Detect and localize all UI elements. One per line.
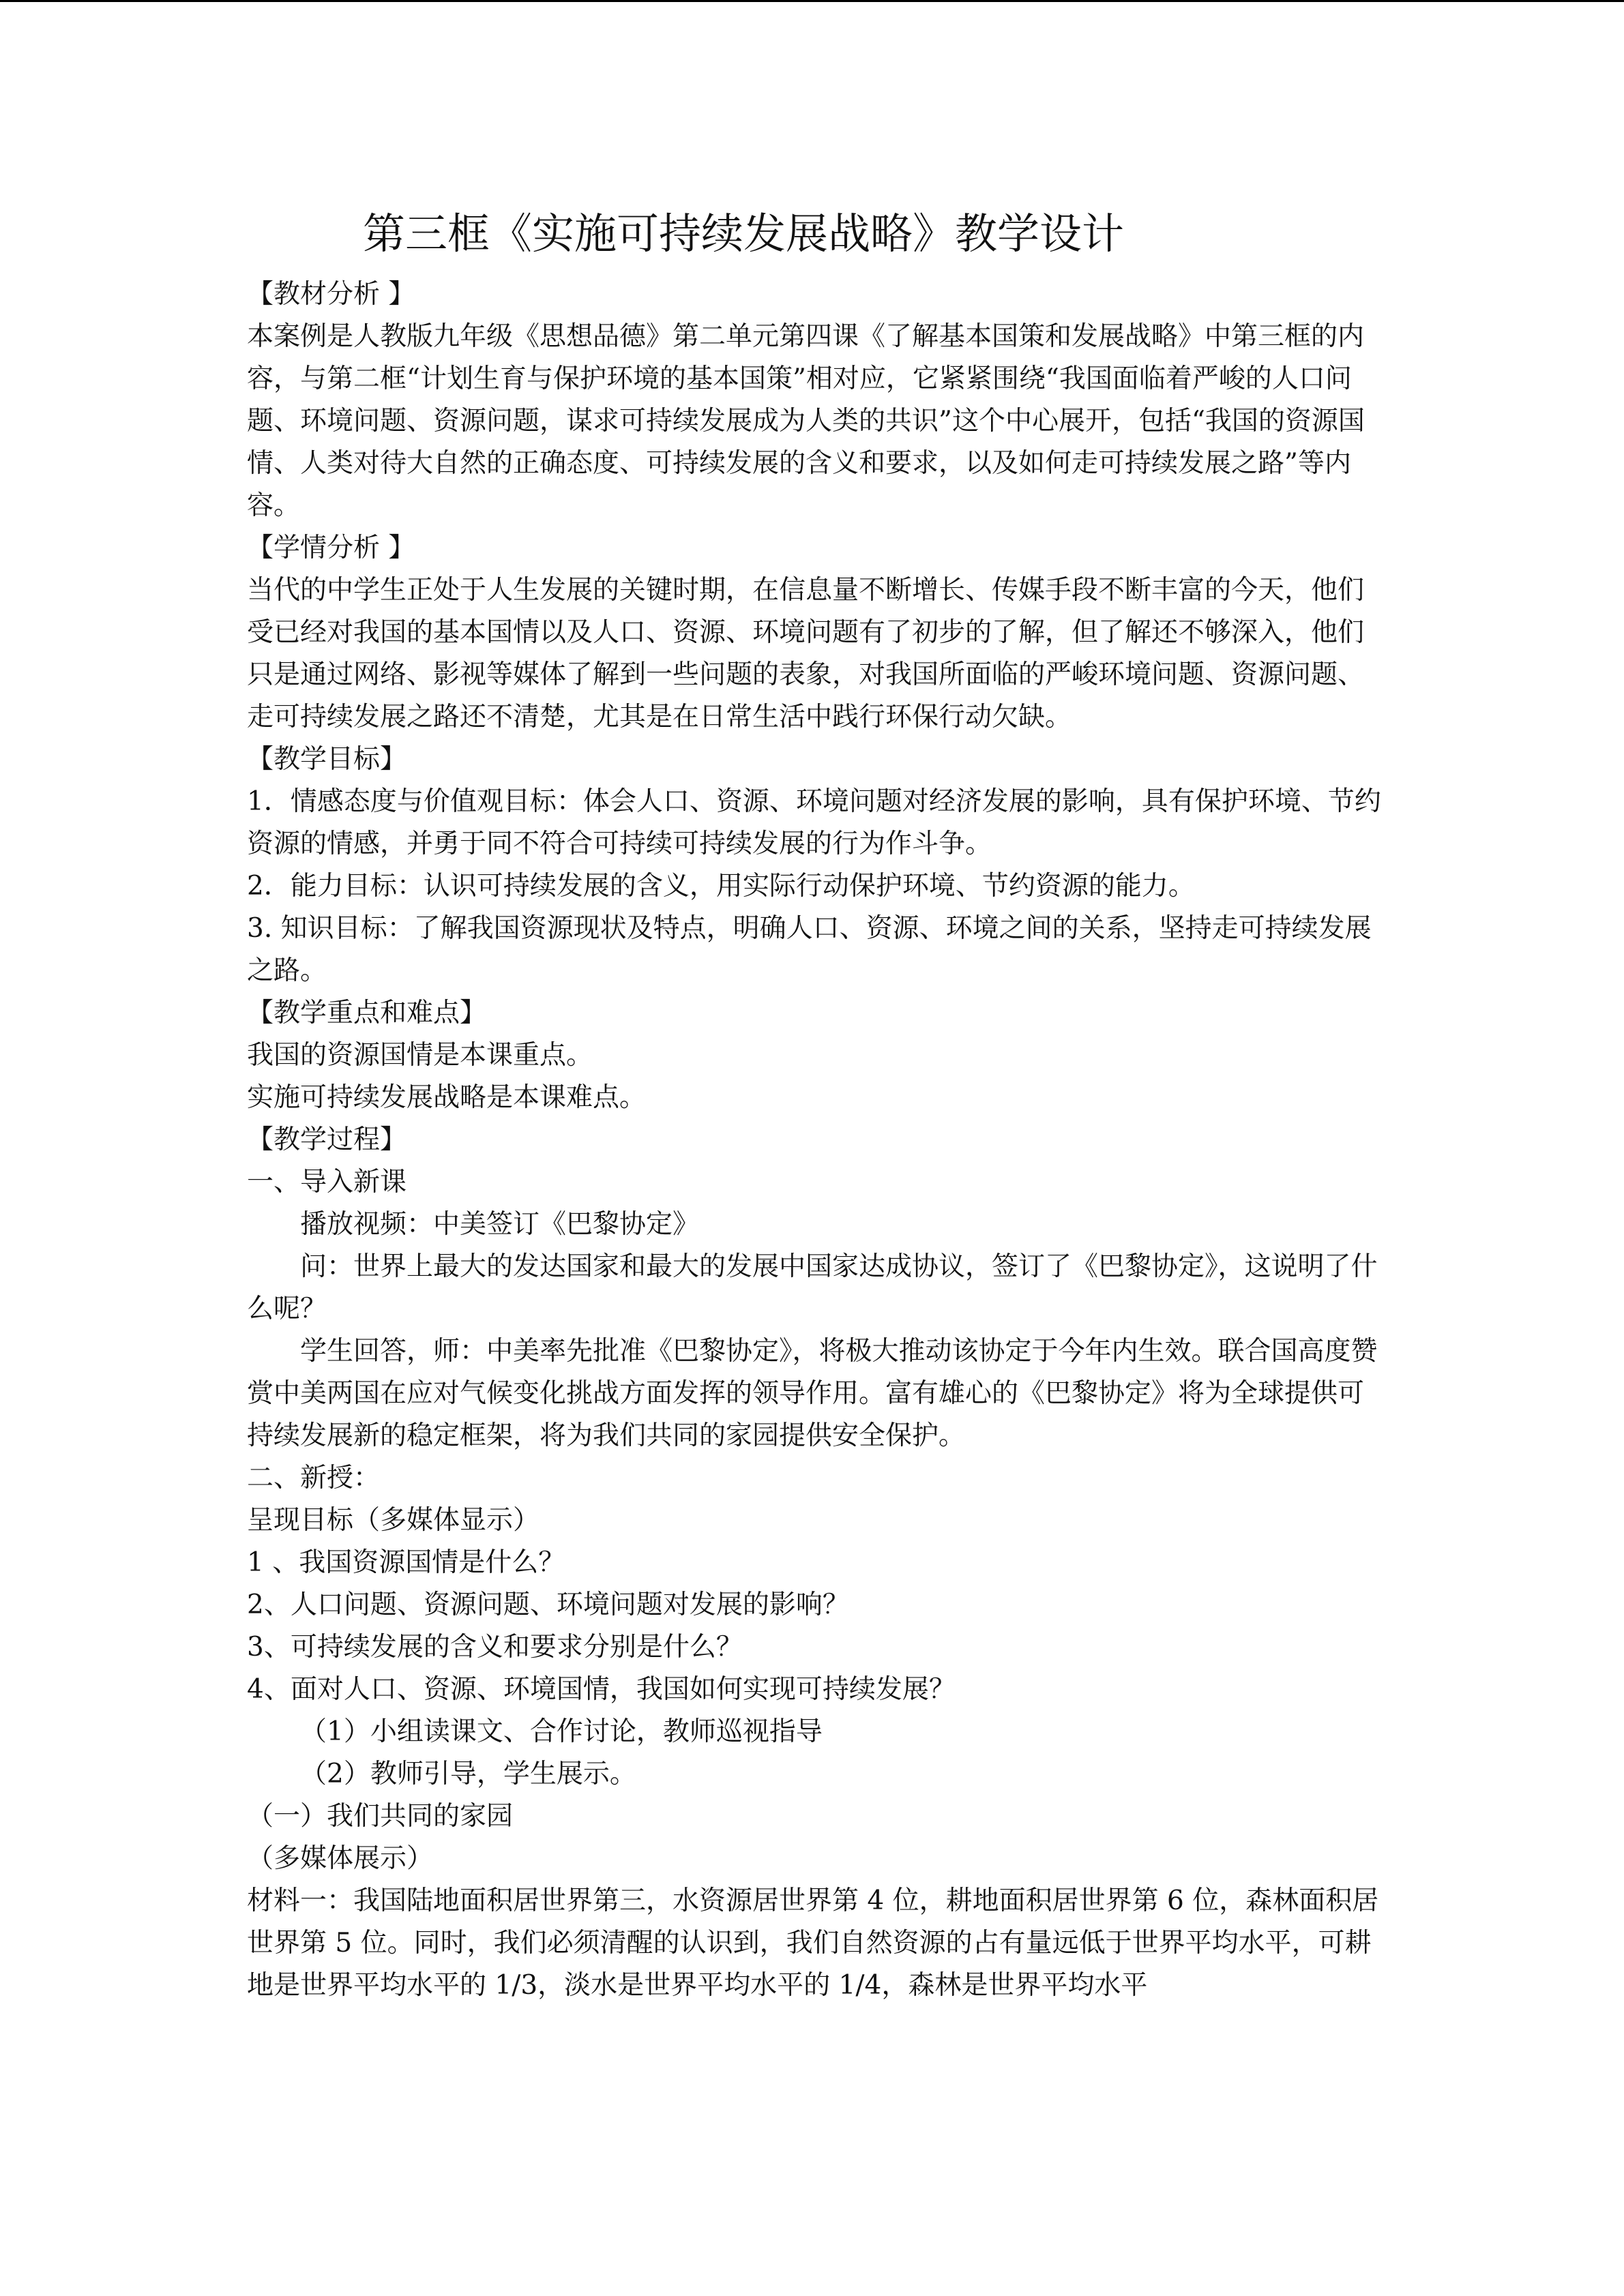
intro-question: 问：世界上最大的发达国家和最大的发展中国家达成协议，签订了《巴黎协定》，这说明了什么呢？ (247, 1251, 1378, 1324)
objective-item: 2、人口问题、资源问题、环境问题对发展的影响？ (247, 1590, 849, 1620)
section-heading-student: 【学情分析 】 (247, 533, 415, 563)
step-item: （1）小组读课文、合作讨论，教师巡视指导 (300, 1716, 823, 1747)
objective-item: 3、可持续发展的含义和要求分别是什么？ (247, 1632, 743, 1663)
goal-item: 1．情感态度与价值观目标：体会人口、资源、环境问题对经济发展的影响，具有保护环境、节约资源的情感，并勇于同不符合可持续可持续发展的行为作斗争。 (247, 786, 1381, 859)
section-heading-key: 【教学重点和难点】 (247, 998, 487, 1028)
goal-item: 3. 知识目标：了解我国资源现状及特点，明确人口、资源、环境之间的关系，坚持走可持续发展之路。 (247, 913, 1372, 986)
new-lesson-heading: 二、新授： (247, 1463, 381, 1493)
key-point: 实施可持续发展战略是本课难点。 (247, 1082, 647, 1113)
objective-item: 4、面对人口、资源、环境国情，我国如何实现可持续发展？ (247, 1674, 956, 1705)
section-heading-goals: 【教学目标】 (247, 744, 407, 775)
objective-item: 1 、我国资源国情是什么？ (247, 1547, 565, 1578)
section-heading-process: 【教学过程】 (247, 1124, 407, 1155)
intro-video: 播放视频：中美签订《巴黎协定》 (300, 1209, 700, 1240)
home-heading: （一）我们共同的家园 (247, 1801, 514, 1832)
key-point: 我国的资源国情是本课重点。 (247, 1040, 593, 1071)
objectives-heading: 呈现目标（多媒体显示） (247, 1505, 540, 1536)
paragraph-material: 本案例是人教版九年级《思想品德》第二单元第四课《了解基本国策和发展战略》中第三框的内容，与第二框“计划生育与保护环境的基本国策”相对应，它紧紧围绕“我国面临着严峻的人口问题、环境问题、资源问题，谋求可持续发展成为人类的共识”这个中心展开，包括“我国的资源国情、人类对待大自然的正确态度、可持续发展的含义和要求，以及如何走可持续发展之路”等内容。 (247, 321, 1365, 521)
intro-answer: 学生回答，师：中美率先批准《巴黎协定》，将极大推动该协定于今年内生效。联合国高度赞赏中美两国在应对气候变化挑战方面发挥的领导作用。富有雄心的《巴黎协定》将为全球提供可持续发展新的稳定框架，将为我们共同的家园提供安全保护。 (247, 1336, 1378, 1451)
page-title: 第三框《实施可持续发展战略》教学设计 (363, 209, 1125, 258)
material-one: 材料一：我国陆地面积居世界第三，水资源居世界第 4 位，耕地面积居世界第 6 位，森林面积居世界第 5 位。同时，我们必须清醒的认识到，我们自然资源的占有量远低于世界平均水平，可耕地是世界平均水平的 1/3，淡水是世界平均水平的 1/4，森林是世界平均水平 (247, 1885, 1379, 2001)
paragraph-student: 当代的中学生正处于人生发展的关键时期，在信息量不断增长、传媒手段不断丰富的今天，他们受已经对我国的基本国情以及人口、资源、环境问题有了初步的了解，但了解还不够深入，他们只是通过网络、影视等媒体了解到一些问题的表象，对我国所面临的严峻环境问题、资源问题、走可持续发展之路还不清楚，尤其是在日常生活中践行环保行动欠缺。 (247, 575, 1365, 732)
section-heading-material: 【教材分析 】 (247, 279, 415, 310)
goal-item: 2．能力目标：认识可持续发展的含义，用实际行动保护环境、节约资源的能力。 (247, 871, 1195, 901)
document-body (247, 207, 1383, 2007)
media-heading: （多媒体展示） (247, 1843, 434, 1874)
intro-heading: 一、导入新课 (247, 1167, 407, 1197)
step-item: （2）教师引导，学生展示。 (300, 1759, 636, 1789)
